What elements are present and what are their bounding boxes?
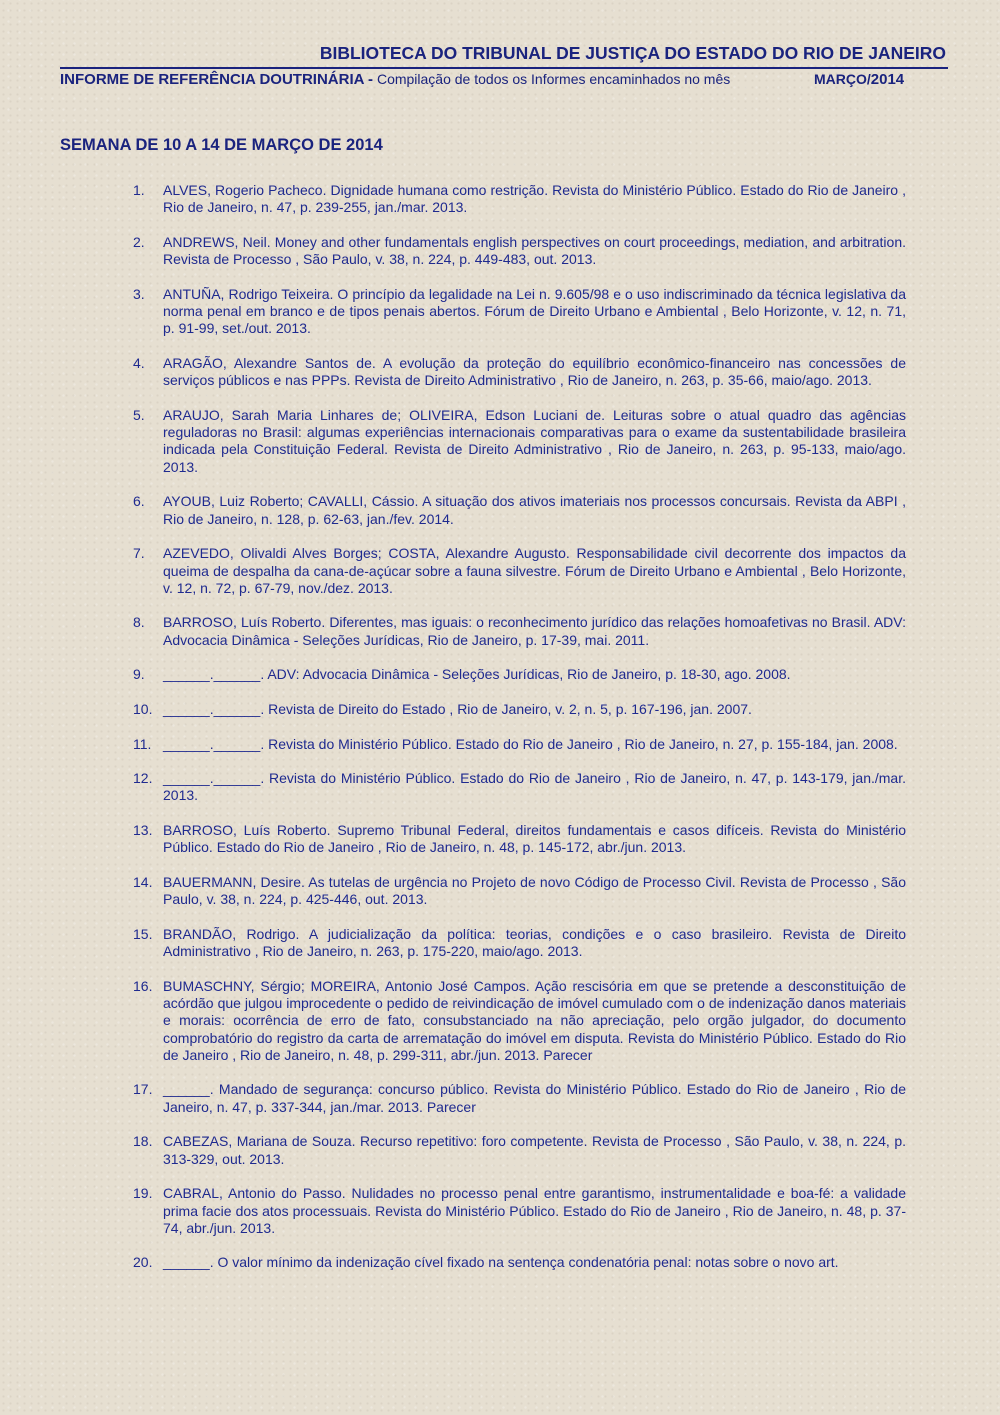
reference-item	[130, 1185, 906, 1237]
reference-number: 2.	[133, 233, 145, 250]
report-year: 2014	[870, 71, 905, 88]
page-header	[60, 40, 948, 91]
reference-number: 11.	[133, 735, 152, 752]
reference-number: 12.	[133, 770, 153, 787]
reference-text: CABEZAS, Mariana de Souza. Recurso repetitivo: foro competente. Revista de Processo , São Paulo, v. 38, n. 224, p. 313-329, out. 2013.	[163, 1133, 906, 1167]
reference-text: ALVES, Rogerio Pacheco. Dignidade humana como restrição. Revista do Ministério Público. Estado do Rio de Janeiro , Rio de Janeiro, n. 47, p. 239-255, jan./mar. 2013.	[163, 182, 906, 216]
reference-number: 17.	[133, 1081, 153, 1098]
reference-item	[130, 493, 906, 528]
report-month-label: MARÇO/	[814, 71, 871, 87]
reference-item	[130, 1081, 906, 1116]
reference-item	[130, 874, 906, 909]
reference-number: 10.	[133, 700, 153, 717]
reference-item	[130, 234, 906, 269]
week-title: SEMANA DE 10 A 14 DE MARÇO DE 2014	[60, 136, 383, 154]
reference-number: 14.	[133, 873, 153, 890]
reference-item	[130, 666, 906, 683]
report-subtitle: Compilação de todos os Informes encaminhados no mês	[373, 71, 731, 87]
reference-number: 1.	[133, 182, 145, 198]
reference-item	[130, 770, 906, 805]
reference-number: 4.	[133, 354, 145, 371]
reference-text: ANDREWS, Neil. Money and other fundamentals english perspectives on court proceedings, mediation, and arbitration. Revista de Processo , São Paulo, v. 38, n. 224, p. 449-483, out. 2013.	[163, 233, 906, 268]
reference-text: ARAUJO, Sarah Maria Linhares de; OLIVEIRA, Edson Luciani de. Leituras sobre o atual quadro das agências reguladoras no Brasil: algumas experiências internacionais comparativas para o exame da sustentabilidade brasileira indicada pela Constituição Federal. Revista de Direito Administrativo , Rio de Janeiro, n. 263, p. 95-133, maio/ago. 2013.	[163, 406, 906, 475]
reference-number: 19.	[133, 1185, 153, 1202]
reference-number: 7.	[133, 545, 145, 562]
reference-item	[130, 926, 906, 961]
reference-text: BARROSO, Luís Roberto. Diferentes, mas iguais: o reconhecimento jurídico das relações homoafetivas no Brasil. ADV: Advocacia Dinâmica - Seleções Jurídicas, Rio de Janeiro, p. 17-39, mai. 2011.	[163, 614, 906, 648]
reference-text: BARROSO, Luís Roberto. Supremo Tribunal Federal, direitos fundamentais e casos difíceis. Revista do Ministério Público. Estado do Rio de Janeiro , Rio de Janeiro, n. 48, p. 145-172, abr./jun. 2013.	[163, 821, 906, 856]
reference-number: 5.	[133, 406, 145, 423]
reference-number: 6.	[133, 493, 145, 510]
reference-item	[130, 545, 906, 597]
reference-text: BAUERMANN, Desire. As tutelas de urgência no Projeto de novo Código de Processo Civil. Revista de Processo , São Paulo, v. 38, n. 224, p. 425-446, out. 2013.	[163, 873, 906, 908]
reference-item	[130, 407, 906, 476]
reference-number: 20.	[133, 1254, 153, 1271]
reference-item	[130, 978, 906, 1064]
reference-list	[130, 182, 906, 1289]
reference-item	[130, 1254, 906, 1271]
report-title: INFORME DE REFERÊNCIA DOUTRINÁRIA -	[60, 71, 374, 88]
library-title: BIBLIOTECA DO TRIBUNAL DE JUSTIÇA DO ESTADO DO RIO DE JANEIRO	[319, 43, 946, 63]
reference-item	[130, 736, 906, 753]
reference-number: 8.	[133, 614, 145, 631]
reference-item	[130, 355, 906, 390]
reference-item	[130, 286, 906, 338]
reference-text: ______. Mandado de segurança: concurso público. Revista do Ministério Público. Estado do Rio de Janeiro , Rio de Janeiro, n. 47, p. 337-344, jan./mar. 2013. Parecer	[163, 1081, 906, 1115]
reference-item	[130, 614, 906, 649]
reference-text: AYOUB, Luiz Roberto; CAVALLI, Cássio. A situação dos ativos imateriais nos processos concursais. Revista da ABPI , Rio de Janeiro, n. 128, p. 62-63, jan./fev. 2014.	[163, 493, 906, 527]
header-rule	[60, 67, 948, 69]
reference-item	[130, 701, 906, 718]
reference-text: BUMASCHNY, Sérgio; MOREIRA, Antonio José Campos. Ação rescisória em que se pretende a desconstituição de acórdão que julgou improcedente o pedido de reivindicação de imóvel cumulado com o de indenização danos materiais e morais: ocorrência de erro de fato, consubstanciado na não apreciação, pelo orgão julgador, do documento comprobatório do registro da carta de arrematação do imóvel em disputa. Revista do Ministério Público. Estado do Rio de Janeiro , Rio de Janeiro, n. 48, p. 299-311, abr./jun. 2013. Parecer	[163, 977, 906, 1063]
reference-number: 15.	[133, 925, 153, 942]
reference-number: 9.	[133, 666, 145, 683]
reference-item	[130, 822, 906, 857]
report-subheader	[60, 71, 948, 91]
reference-item	[130, 182, 906, 217]
reference-text: ______.______. Revista do Ministério Público. Estado do Rio de Janeiro , Rio de Janeiro, n. 47, p. 143-179, jan./mar. 2013.	[163, 770, 906, 804]
reference-text: ______.______. ADV: Advocacia Dinâmica - Seleções Jurídicas, Rio de Janeiro, p. 18-30, ago. 2008.	[163, 666, 791, 683]
reference-text: AZEVEDO, Olivaldi Alves Borges; COSTA, Alexandre Augusto. Responsabilidade civil decorrente dos impactos da queima de despalha da cana-de-açúcar sobre a fauna silvestre. Fórum de Direito Urbano e Ambiental , Belo Horizonte, v. 12, n. 72, p. 67-79, nov./dez. 2013.	[163, 545, 906, 596]
reference-text: BRANDÃO, Rodrigo. A judicialização da política: teorias, condições e o caso brasileiro. Revista de Direito Administrativo , Rio de Janeiro, n. 263, p. 175-220, maio/ago. 2013.	[163, 925, 906, 960]
reference-number: 13.	[133, 821, 153, 838]
reference-text: ANTUÑA, Rodrigo Teixeira. O princípio da legalidade na Lei n. 9.605/98 e o uso indiscriminado da técnica legislativa da norma penal em branco e de tipos penais abertos. Fórum de Direito Urbano e Ambiental , Belo Horizonte, v. 12, n. 71, p. 91-99, set./out. 2013.	[163, 285, 906, 337]
reference-number: 18.	[133, 1133, 153, 1150]
report-month	[814, 71, 904, 88]
reference-item	[130, 1133, 906, 1168]
reference-number: 3.	[133, 285, 145, 302]
reference-text: ______.______. Revista de Direito do Estado , Rio de Janeiro, v. 2, n. 5, p. 167-196, jan. 2007.	[163, 700, 752, 717]
reference-text: ______. O valor mínimo da indenização cível fixado na sentença condenatória penal: notas sobre o novo art.	[163, 1254, 839, 1271]
reference-number: 16.	[133, 977, 153, 994]
reference-text: CABRAL, Antonio do Passo. Nulidades no processo penal entre garantismo, instrumentalidade e boa-fé: a validade prima facie dos atos processuais. Revista do Ministério Público. Estado do Rio de Janeiro , Rio de Janeiro, n. 48, p. 37-74, abr./jun. 2013.	[163, 1185, 906, 1236]
reference-text: ______.______. Revista do Ministério Público. Estado do Rio de Janeiro , Rio de Janeiro, n. 27, p. 155-184, jan. 2008.	[163, 735, 898, 752]
reference-text: ARAGÃO, Alexandre Santos de. A evolução da proteção do equilíbrio econômico-financeiro nas concessões de serviços públicos e nas PPPs. Revista de Direito Administrativo , Rio de Janeiro, n. 263, p. 35-66, maio/ago. 2013.	[163, 354, 906, 389]
